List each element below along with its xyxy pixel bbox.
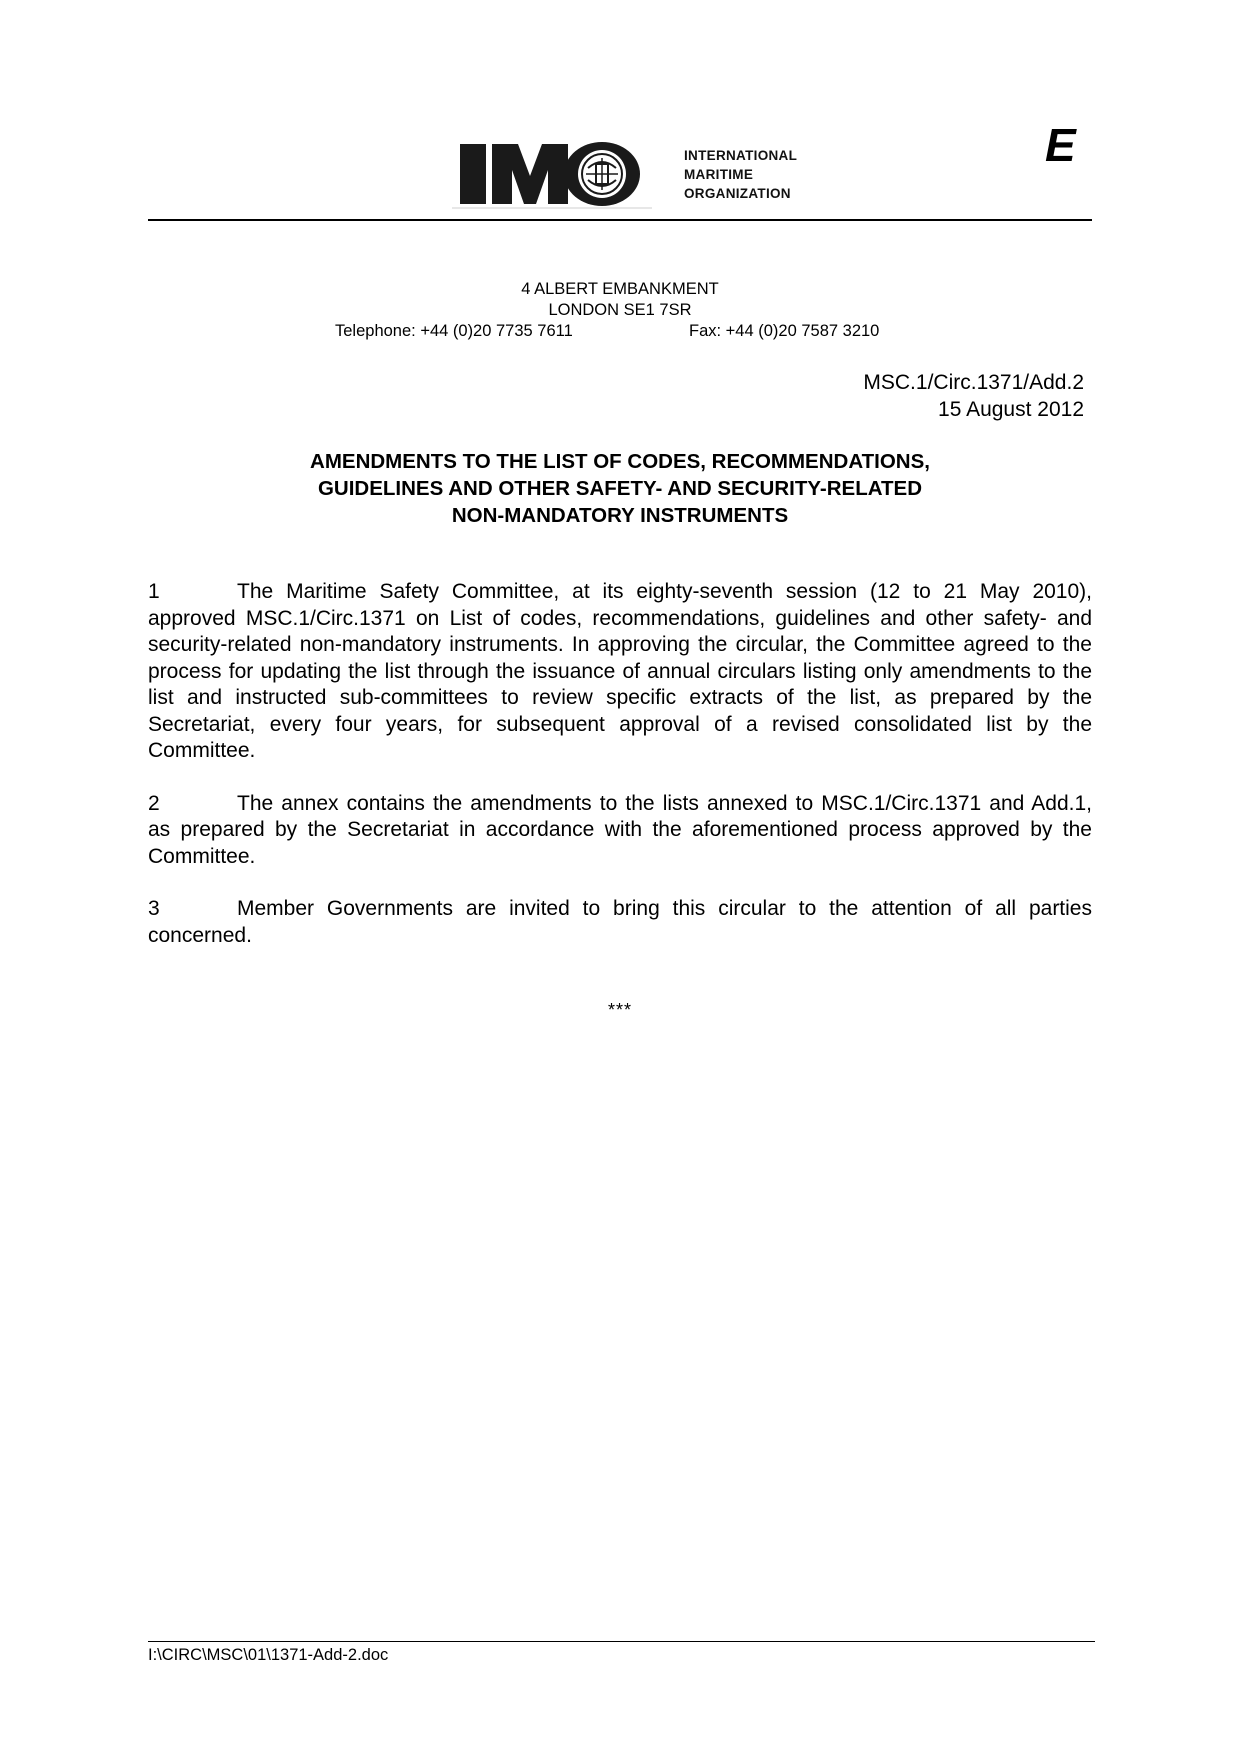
header-divider <box>148 219 1092 221</box>
document-reference: MSC.1/Circ.1371/Add.2 <box>863 371 1084 394</box>
telephone: Telephone: +44 (0)20 7735 7611 <box>335 322 573 340</box>
section-separator: *** <box>607 1000 632 1020</box>
title-line: GUIDELINES AND OTHER SAFETY- AND SECURITY-RELATED <box>317 477 923 500</box>
address-street: 4 ALBERT EMBANKMENT <box>521 280 719 298</box>
document-reference-block <box>863 369 1084 423</box>
title-line: NON-MANDATORY INSTRUMENTS <box>451 504 789 527</box>
org-name-line: INTERNATIONAL <box>684 148 798 163</box>
paragraph-text: Member Governments are invited to bring this circular to the attention of all parties concerned. <box>148 897 1092 947</box>
fax: Fax: +44 (0)20 7587 3210 <box>689 322 880 340</box>
document-body <box>148 579 1092 975</box>
paragraph-number: 3 <box>148 897 160 920</box>
language-mark: E <box>1045 119 1076 171</box>
imo-logo <box>452 128 822 214</box>
document-title <box>148 448 1092 529</box>
organization-name <box>684 146 797 203</box>
paragraph <box>148 579 1092 765</box>
paragraph-text: The Maritime Safety Committee, at its eighty-seventh session (12 to 21 May 2010), approved MSC.1/Circ.1371 on List of codes, recommendations, guidelines and other safety- and security-related non-mandatory instruments. In approving the circular, the Committee agreed to the process for updating the list through the issuance of annual circulars listing only amendments to the list and instructed sub-committees to review specific extracts of the list, as prepared by the Secretariat, every four years, for subsequent approval of a revised consolidated list by the Committee. <box>148 580 1092 762</box>
paragraph-number: 2 <box>148 791 160 815</box>
paragraph <box>148 791 1092 871</box>
footer-file-path: I:\CIRC\MSC\01\1371-Add-2.doc <box>148 1646 389 1664</box>
address-city: LONDON SE1 7SR <box>548 301 692 319</box>
imo-emblem-icon <box>452 136 672 210</box>
paragraph-number: 1 <box>148 580 160 603</box>
paragraph-text: The annex contains the amendments to the lists annexed to MSC.1/Circ.1371 and Add.1, as prepared by the Secretariat in accordance with the aforementioned process approved by the Committee. <box>148 791 1092 868</box>
paragraph <box>148 896 1092 949</box>
footer-divider <box>148 1641 1095 1642</box>
contact-line <box>148 321 1092 342</box>
document-date: 15 August 2012 <box>938 398 1084 421</box>
org-name-line: ORGANIZATION <box>684 186 791 201</box>
org-name-line: MARITIME <box>684 167 754 182</box>
title-line: AMENDMENTS TO THE LIST OF CODES, RECOMMENDATIONS, <box>310 450 930 473</box>
address-block <box>148 279 1092 342</box>
